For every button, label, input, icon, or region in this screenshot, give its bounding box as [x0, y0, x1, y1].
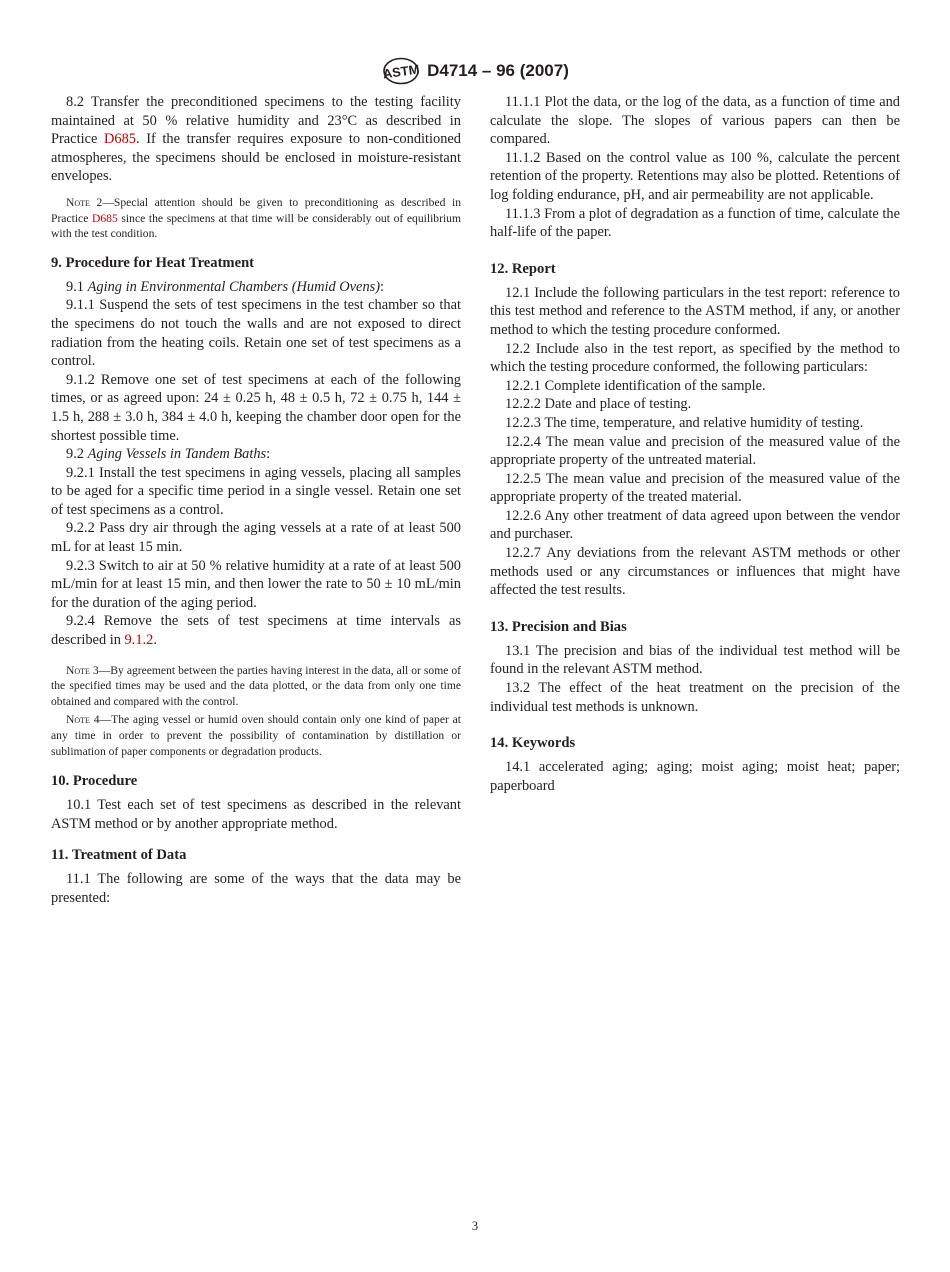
paragraph-11-1-1: 11.1.1 Plot the data, or the log of the data, as a function of time and calculate the slope. The slopes of various papers can then be compared.: [490, 94, 900, 148]
section-heading-14: 14. Keywords: [490, 735, 576, 752]
paragraph-9-2-3: 9.2.3 Switch to air at 50 % relative humidity at a rate of at least 500 mL/min for at least 15 min, and then lower the rate to 50 ± 10 mL/min for the duration of the aging period.: [51, 557, 461, 611]
left-column: [51, 93, 461, 908]
paragraph-13-2: 13.2 The effect of the heat treatment on the precision of the individual test methods is unknown.: [490, 680, 900, 715]
reference-link-d685[interactable]: D685: [92, 211, 118, 225]
paragraph-11-1-3: 11.1.3 From a plot of degradation as a function of time, calculate the half-life of the paper.: [490, 205, 900, 241]
paragraph-9-2-1: 9.2.1 Install the test specimens in aging vessels, placing all samples to be aged for a specific time period in a single vessel. Retain one set of test specimens as a control.: [51, 464, 461, 518]
paragraph-12-2-4: 12.2.4 The mean value and precision of the measured value of the appropriate property of the untreated material.: [490, 433, 900, 469]
paragraph-9-1: 9.1 Aging in Environmental Chambers (Humid Ovens):: [66, 278, 385, 295]
section-heading-9: 9. Procedure for Heat Treatment: [51, 254, 255, 271]
section-heading-12: 12. Report: [490, 260, 556, 277]
paragraph-11-1: 11.1 The following are some of the ways that the data may be presented:: [51, 871, 461, 906]
paragraph-14-1: 14.1 accelerated aging; aging; moist aging; moist heat; paper; paperboard: [490, 759, 900, 794]
paragraph-9-2-4: 9.2.4 Remove the sets of test specimens at time intervals as described in 9.1.2.: [51, 613, 461, 649]
paragraph-11-1-2: 11.1.2 Based on the control value as 100 %, calculate the percent retention of the property. Retentions may also be plotted. Retentions of log folding endurance, pH, and air permeability are not applicable.: [490, 149, 900, 203]
svg-text:ASTM: ASTM: [381, 61, 421, 82]
paragraph-13-1: 13.1 The precision and bias of the individual test method will be found in the relevant ASTM method.: [490, 642, 900, 678]
paragraph-9-1-2: 9.1.2 Remove one set of test specimens at each of the following times, or as agreed upon: 24 ± 0.25 h, 48 ± 0.5 h, 72 ± 0.75 h, 144 ± 1.5 h, 288 ± 3.0 h, 384 ± 4.0 h, keeping the chamber door open for the shortest possible time.: [51, 371, 461, 444]
page-header: [0, 56, 950, 86]
paragraph-12-2-2: 12.2.2 Date and place of testing.: [505, 396, 692, 413]
paragraph-8-2: 8.2 Transfer the preconditioned specimens to the testing facility maintained at 50 % relative humidity and 23°C as described in Practice D685. If the transfer requires exposure to non-conditioned atmospheres, the specimens should be enclosed in moisture-resistant envelopes.: [51, 94, 461, 185]
reference-link-9-1-2[interactable]: 9.1.2: [124, 632, 154, 649]
paragraph-12-1: 12.1 Include the following particulars in the test report: reference to this test method and reference to the ASTM method, if any, or another method to which the testing procedure conformed.: [490, 284, 900, 338]
paragraph-12-2-1: 12.2.1 Complete identification of the sample.: [505, 377, 766, 394]
note-4: Note 4—The aging vessel or humid oven should contain only one kind of paper at any time in order to prevent the possibility of contamination by distillation or sublimation of paper components or degradation products.: [51, 713, 461, 758]
section-heading-10: 10. Procedure: [51, 773, 138, 790]
paragraph-12-2-3: 12.2.3 The time, temperature, and relative humidity of testing.: [505, 414, 864, 431]
section-heading-13: 13. Precision and Bias: [490, 618, 627, 635]
paragraph-12-2-7: 12.2.7 Any deviations from the relevant ASTM methods or other methods used or any circumstances or influences that might have affected the test results.: [490, 545, 900, 599]
paragraph-9-2: 9.2 Aging Vessels in Tandem Baths:: [66, 446, 271, 463]
note-3: Note 3—By agreement between the parties having interest in the data, all or some of the specified times may be used and the data plotted, or the data from only one time obtained and compared with the control.: [51, 663, 461, 708]
note-2: Note 2—Special attention should be given to preconditioning as described in Practice D685 since the specimens at that time will be considerably out of equilibrium with the test condition.: [51, 195, 461, 241]
section-heading-11: 11. Treatment of Data: [51, 847, 187, 864]
paragraph-12-2: 12.2 Include also in the test report, as specified by the method to which the testing procedure conformed, the following particulars:: [490, 340, 900, 376]
page-number: 3: [471, 1219, 479, 1233]
paragraph-12-2-6: 12.2.6 Any other treatment of data agreed upon between the vendor and purchaser.: [490, 507, 900, 543]
paragraph-9-2-2: 9.2.2 Pass dry air through the aging vessels at a rate of at least 500 mL for at least 15 min.: [51, 520, 461, 556]
standard-designation: D4714 – 96 (2007): [427, 61, 569, 80]
right-column: [490, 93, 900, 795]
reference-link-d685[interactable]: D685: [103, 131, 136, 148]
astm-logo-icon: [381, 57, 421, 85]
paragraph-10-1: 10.1 Test each set of test specimens as described in the relevant ASTM method or by another appropriate method.: [51, 797, 461, 832]
paragraph-9-1-1: 9.1.1 Suspend the sets of test specimens in the test chamber so that the specimens do not touch the walls and are not exposed to direct radiation from the heating coils. Retain one set of test specimens as a control.: [51, 297, 461, 370]
paragraph-12-2-5: 12.2.5 The mean value and precision of the measured value of the appropriate property of the treated material.: [490, 470, 900, 506]
